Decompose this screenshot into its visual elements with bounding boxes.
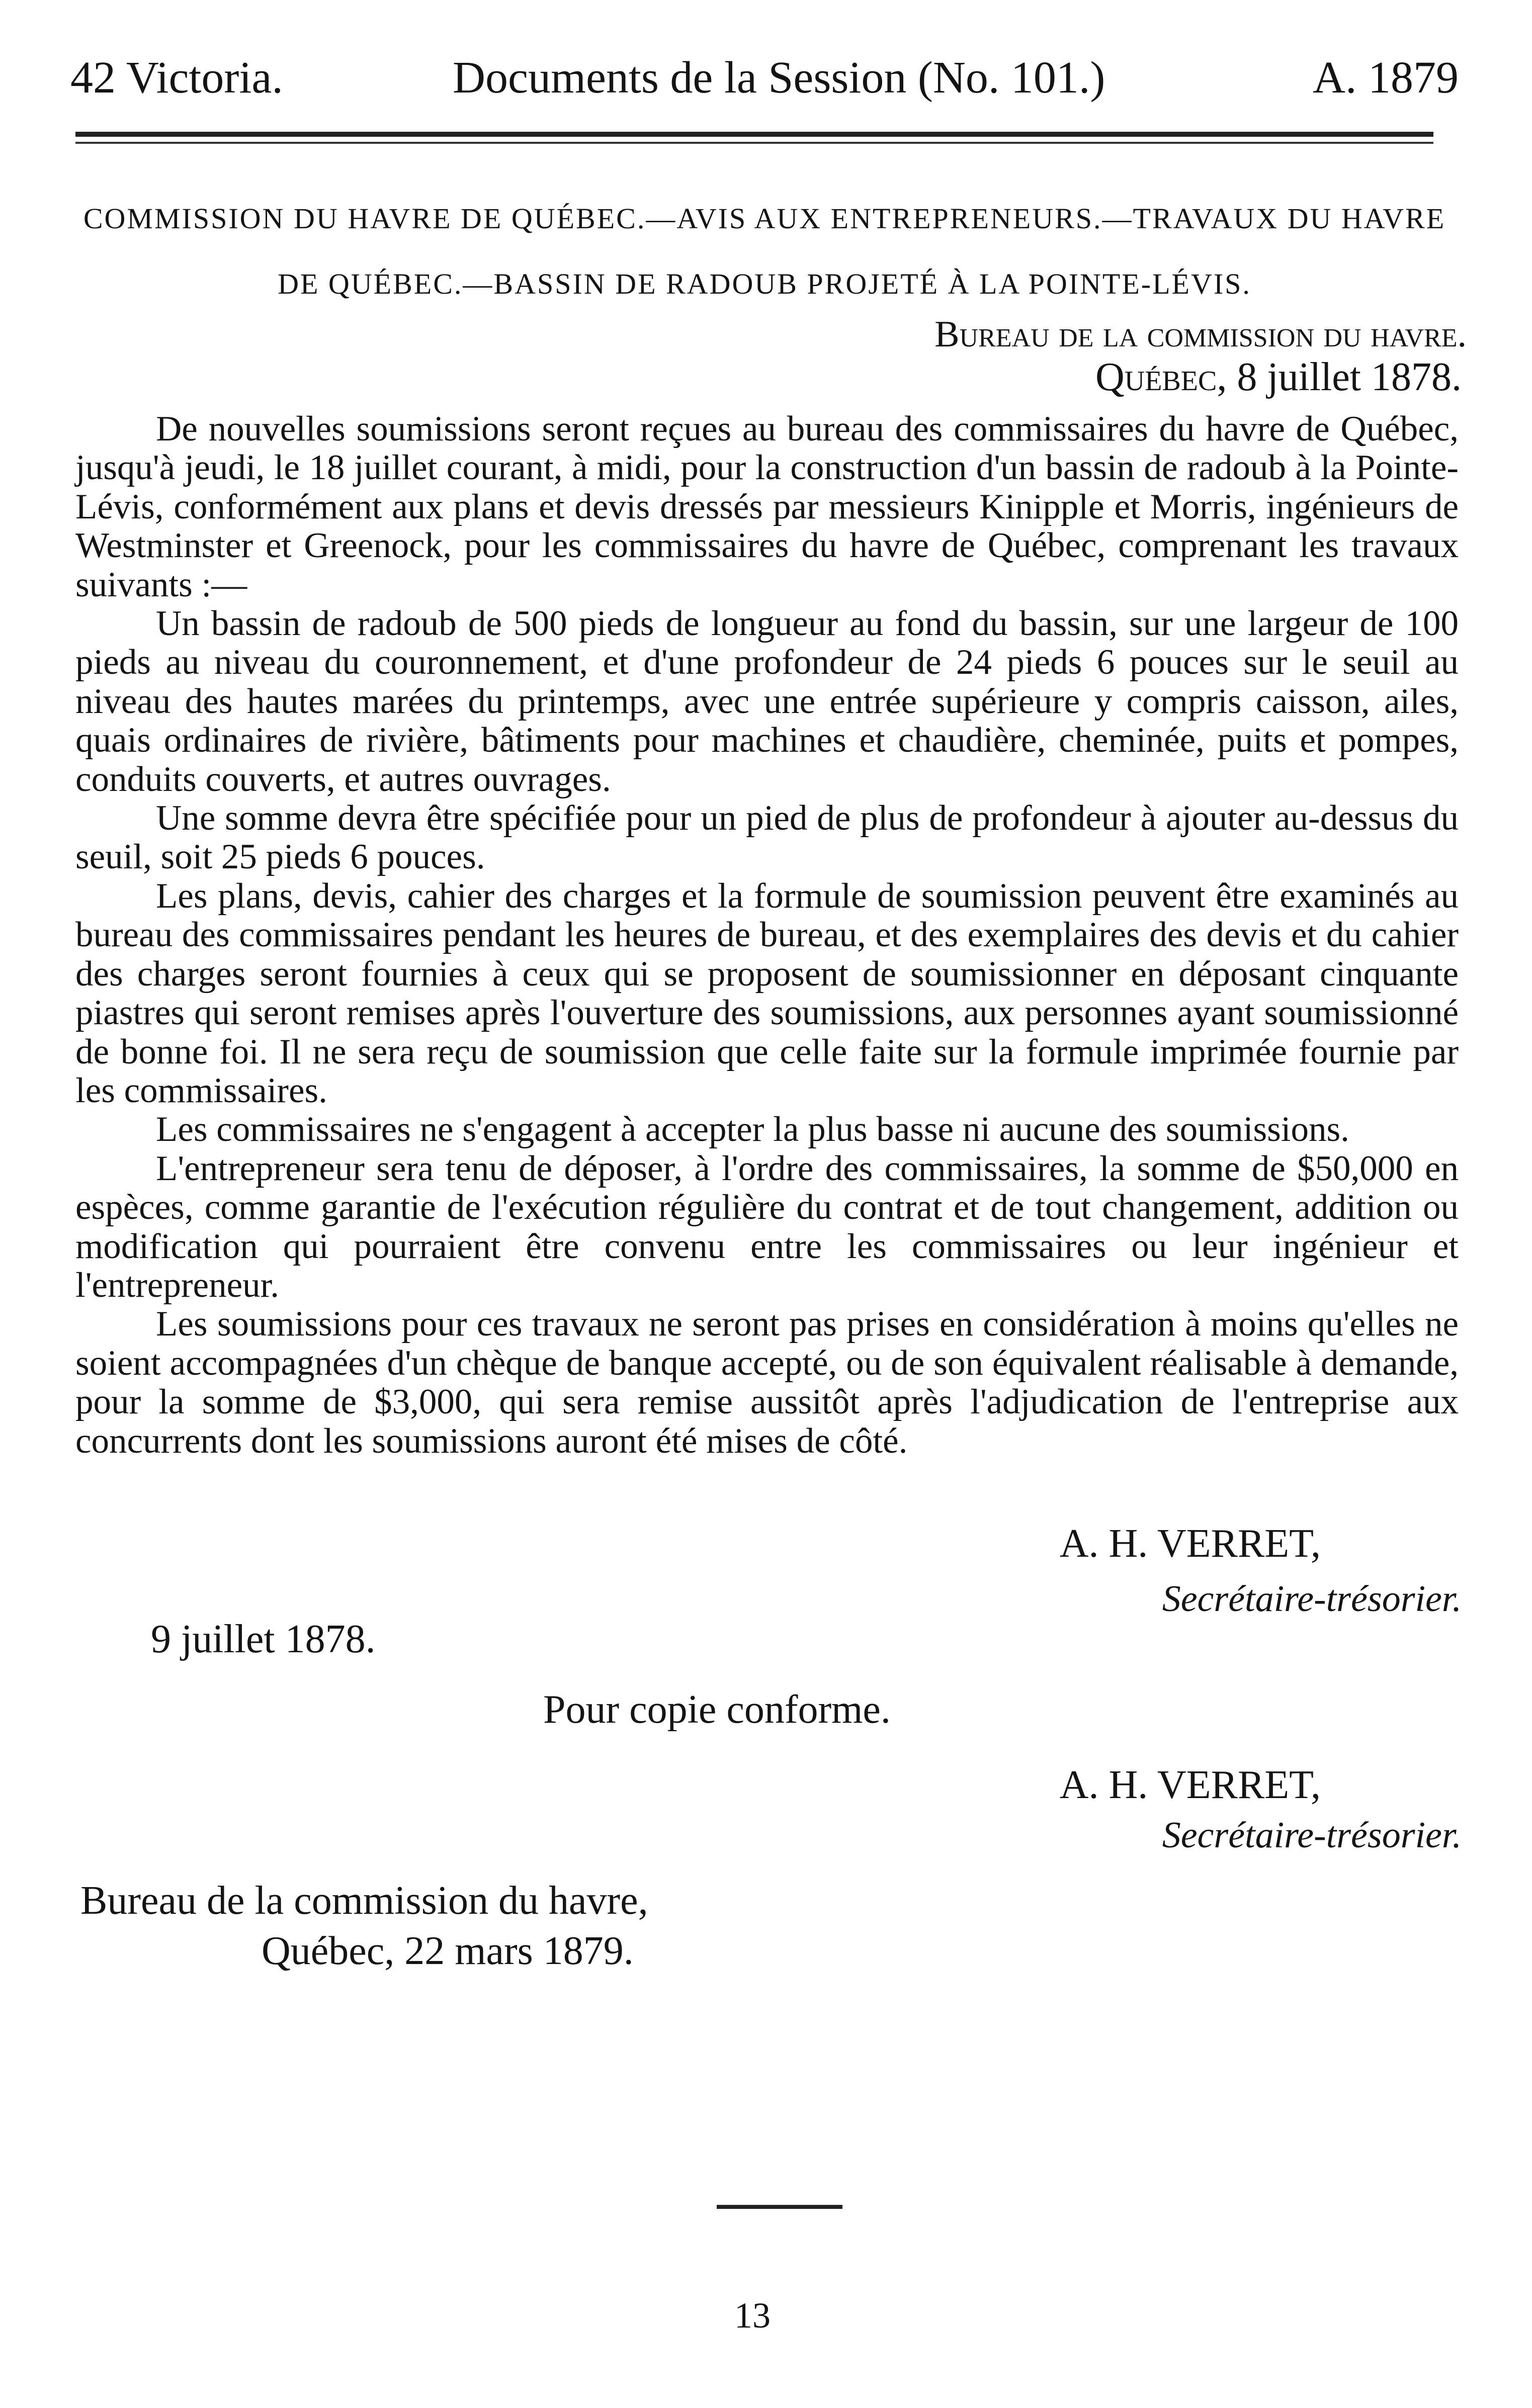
notice-body <box>75 410 1459 1461</box>
header-rule-thick <box>75 132 1433 137</box>
notice-title-line-1: COMMISSION DU HAVRE DE QUÉBEC.—AVIS AUX ENTREPRENEURS.—TRAVAUX DU HAVRE <box>83 202 1446 235</box>
footer-bureau: Bureau de la commission du havre, <box>80 1879 648 1923</box>
signature-1-name: A. H. VERRET, <box>1059 1522 1321 1566</box>
notice-date: 9 juillet 1878. <box>151 1617 376 1661</box>
notice-title-line-2: DE QUÉBEC.—BASSIN DE RADOUB PROJETÉ À LA POINTE-LÉVIS. <box>278 267 1251 300</box>
footer-place-date: Québec, 22 mars 1879. <box>262 1929 634 1973</box>
paragraph: Les commissaires ne s'engagent à accepter la plus basse ni aucune des soumissions. <box>156 1110 1349 1149</box>
dateline-date: 8 juillet 1878. <box>1237 355 1462 399</box>
running-header <box>70 50 1459 106</box>
paragraph: De nouvelles soumissions seront reçues au bureau des commissaires du havre de Québec, jusqu'à jeudi, le 18 juillet courant, à midi, pour la construction d'un bassin de radoub à la Pointe-Lévis, conformément aux plans et devis dressés par messieurs Kinipple et Morris, ingénieurs de Westminster et Greenock, pour les commissaires du havre de Québec, comprenant les travaux suivants :— <box>75 409 1459 604</box>
dateline-place: Québec, <box>1095 355 1227 399</box>
paragraph: Les soumissions pour ces travaux ne seront pas prises en considération à moins qu'elles ne soient accompagnées d'un chèque de banque accepté, ou de son équivalent réalisable à demande, pour la somme de $3,000, qui sera remise aussitôt après l'adjudication de l'entreprise aux concurrents dont les soumissions auront été mises de côté. <box>75 1304 1459 1461</box>
end-rule <box>717 2205 842 2209</box>
paragraph: L'entrepreneur sera tenu de déposer, à l'ordre des commissaires, la somme de $50,000 en espèces, comme garantie de l'exécution régulière du contrat et de tout changement, addition ou modification qui pourraient être convenu entre les commissaires ou leur ingénieur et l'entrepreneur. <box>75 1148 1459 1305</box>
header-volume: 42 Victoria. <box>70 53 283 103</box>
header-document-title: Documents de la Session (No. 101.) <box>453 53 1105 103</box>
dateline <box>1095 352 1462 402</box>
certified-copy-label: Pour copie conforme. <box>543 1687 891 1732</box>
paragraph: Les plans, devis, cahier des charges et la formule de soumission peuvent être examinés au bureau des commissaires pendant les heures de bureau, et des exemplaires des devis et du cahier des charges seront fournies à ceux qui se proposent de soumissionner en déposant cinquante piastres qui seront remises après l'ouverture des soumissions, aux personnes ayant soumissionné de bonne foi. Il ne sera reçu de soumission que celle faite sur la formule imprimée fournie par les commissaires. <box>75 876 1459 1110</box>
header-rule-thin <box>75 142 1433 144</box>
paragraph: Une somme devra être spécifiée pour un pied de plus de profondeur à ajouter au-dessus du seuil, soit 25 pieds 6 pouces. <box>75 798 1459 877</box>
header-year: A. 1879 <box>1313 53 1459 103</box>
dateline-bureau: Bureau de la commission du havre. <box>934 314 1467 355</box>
page-number: 13 <box>734 2295 771 2336</box>
signature-2-title: Secrétaire-trésorier. <box>1162 1815 1462 1856</box>
signature-1-title: Secrétaire-trésorier. <box>1162 1578 1462 1620</box>
signature-2-name: A. H. VERRET, <box>1059 1763 1321 1807</box>
paragraph: Un bassin de radoub de 500 pieds de longueur au fond du bassin, sur une largeur de 100 pieds au niveau du couronnement, et d'une profondeur de 24 pieds 6 pouces sur le seuil au niveau des hautes marées du printemps, avec une entrée supérieure y compris caisson, ailes, quais ordinaires de rivière, bâtiments pour machines et chaudière, cheminée, puits et pompes, conduits couverts, et autres ouvrages. <box>75 604 1459 799</box>
notice-title <box>65 186 1464 317</box>
